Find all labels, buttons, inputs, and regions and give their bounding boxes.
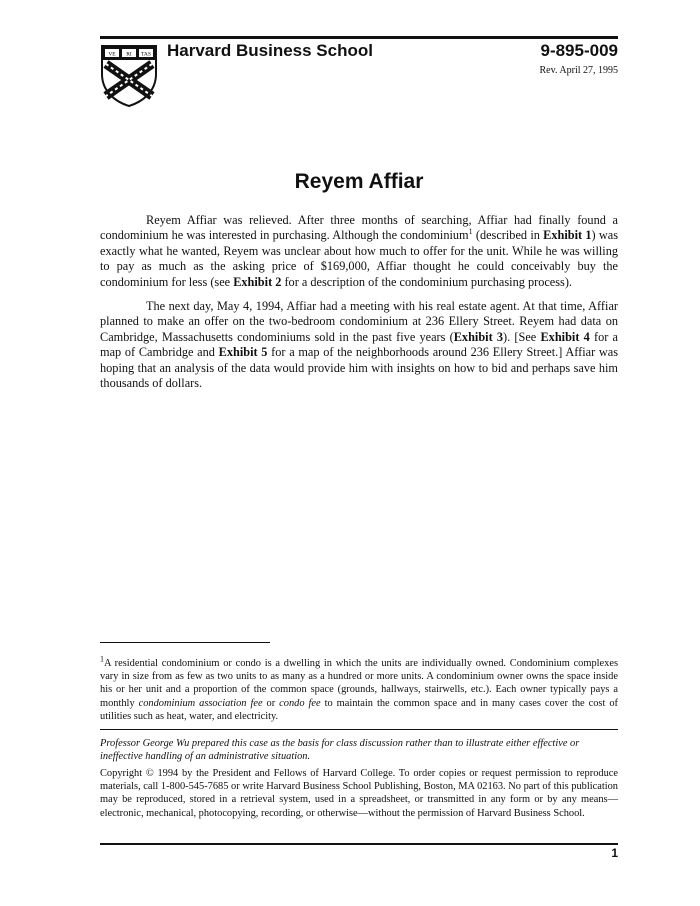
- case-number: 9-895-009: [540, 41, 618, 60]
- footer-divider: [100, 729, 618, 730]
- copyright-notice: Copyright © 1994 by the President and Fellows of Harvard College. To order copies or request permission to reproduce materials, call 1-800-545-7685 or write Harvard Business School Publishing, Boston, MA 02163. No part of this publication may be reproduced, stored in a retrieval system, used in a spreadsheet, or transmitted in any form or by any means—electronic, mechanical, photocopying, recording, or otherwise—without the permission of Harvard Business School.: [100, 768, 618, 819]
- exhibit-5-ref: Exhibit 5: [218, 345, 268, 360]
- logo-letters-2: RI: [126, 51, 132, 58]
- paragraph-2: The next day, May 4, 1994, Affiar had a meeting with his real estate agent. At that time, Affiar planned to make an offer on the two-bedroom condominium at 236 Ellery Street. Reyem had data on Cambridge, Massachusetts condominiums sold in the past five years (Exhibit 3). [See Exhibit 4 for a map of Cambridge and Exhibit 5 for a map of the neighborhoods around 236 Ellery Street.] Affiar was hoping that an analysis of the data would provide him with insights on how to bid and perhaps save him thousands of dollars.: [100, 299, 618, 391]
- footnote-number: 1: [100, 654, 104, 664]
- footnote: $^1$A residential condominium or condo is a dwelling in which the units are individually owned. Condominium complexes vary in size from as few as two units to as many as a hundred or more units. A condominium owner owns the space inside his or her unit and a proportion of the common space (grounds, hallways, stairwells, etc.). Each owner typically pays a monthly condominium association fee or condo fee to maintain the common space and in many cases cover the cost of utilities such as heat, water, and electricity.: [100, 654, 618, 722]
- bottom-rule: [100, 843, 618, 845]
- page-number: 1: [611, 846, 618, 860]
- school-name: Harvard Business School: [167, 41, 373, 60]
- footnote-ref[interactable]: 1: [468, 227, 473, 237]
- revision-date: Rev. April 27, 1995: [539, 65, 618, 76]
- logo-letters-3: TAS: [141, 51, 151, 58]
- footnote-divider: [100, 642, 270, 643]
- paragraph-1: Reyem Affiar was relieved. After three months of searching, Affiar had finally found a condominium he was interested in purchasing. Although the condominium$^1$ (described in Exhibit 1) was exactly what he wanted, Reyem was unclear about how much to offer for the unit. While he was willing to pay as much as the asking price of $169,000, Affiar thought he could conceivably buy the condominium for less (see Exhibit 2 for a description of the condominium purchasing process).: [100, 213, 618, 289]
- case-title: Reyem Affiar: [294, 170, 424, 193]
- exhibit-2-ref: Exhibit 2: [233, 274, 282, 289]
- header-rule: [100, 36, 618, 39]
- exhibit-1-ref: Exhibit 1: [543, 228, 592, 243]
- logo-letters-1: VE: [108, 51, 116, 58]
- exhibit-3-ref: Exhibit 3: [453, 329, 504, 344]
- professor-note: Professor George Wu prepared this case as the basis for class discussion rather than to illustrate either effective or ineffective handling of an administrative situation.: [100, 738, 580, 763]
- exhibit-4-ref: Exhibit 4: [540, 329, 590, 344]
- hbs-shield-logo: [100, 44, 158, 108]
